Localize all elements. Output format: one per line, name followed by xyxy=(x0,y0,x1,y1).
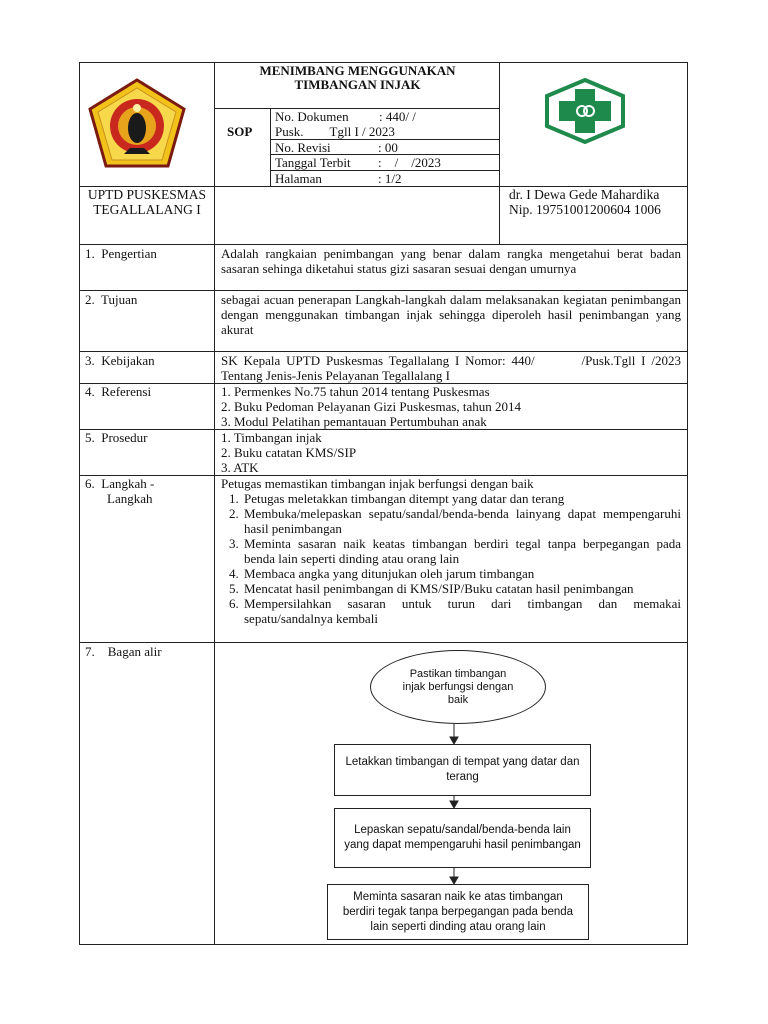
section-label-pengertian: 1. Pengertian xyxy=(85,246,157,261)
section-label-langkah-line2: Langkah xyxy=(107,491,153,506)
referensi-item: 2. Buku Pedoman Pelayanan Gizi Puskesmas, tahun 2014 xyxy=(221,399,522,414)
referensi-list xyxy=(221,384,681,429)
info-value-tanggal: : / /2023 xyxy=(378,155,441,170)
info-value-revisi: : 00 xyxy=(378,140,398,155)
section-line xyxy=(79,244,688,245)
section-text-pengertian: Adalah rangkaian penimbangan yang benar dalam rangka mengetahui berat badan sasaran sehinga diketahui status gizi sasaran sesuai dengan umurnya xyxy=(221,246,681,276)
section-label-bagan-alir: 7. Bagan alir xyxy=(85,644,162,659)
langkah-content xyxy=(221,476,681,626)
flow-step-text: Lepaskan sepatu/sandal/benda-benda lain yang dapat mempengaruhi hasil penimbangan xyxy=(344,824,581,851)
document-title: MENIMBANG MENGGUNAKAN TIMBANGAN INJAK xyxy=(259,63,456,92)
flow-start-ellipse xyxy=(370,650,546,724)
langkah-step: 1. Petugas meletakkan timbangan ditempt yang datar dan terang xyxy=(242,491,681,506)
section-label-referensi: 4. Referensi xyxy=(85,384,152,399)
sop-info-divider xyxy=(270,108,271,186)
info-label-tanggal: Tanggal Terbit xyxy=(275,155,351,170)
langkah-intro: Petugas memastikan timbangan injak berfungsi dengan baik xyxy=(221,476,534,491)
sop-label: SOP xyxy=(227,124,253,139)
label-column-divider xyxy=(214,62,215,945)
signatory-nip: Nip. 19751001200604 1006 xyxy=(509,202,661,217)
section-label-kebijakan: 3. Kebijakan xyxy=(85,353,155,368)
section-line xyxy=(79,290,688,291)
prosedur-item: 3. ATK xyxy=(221,460,259,475)
prosedur-item: 1. Timbangan injak xyxy=(221,430,322,445)
langkah-step: 2. Membuka/melepaskan sepatu/sandal/benda-benda lainyang dapat mempengaruhi hasil penimbangan xyxy=(242,506,681,536)
info-label-halaman: Halaman xyxy=(275,171,322,186)
flow-step-text: Pastikan timbangan injak berfungsi dengan baik xyxy=(402,667,514,706)
flow-step-box xyxy=(327,884,589,940)
referensi-item: 1. Permenkes No.75 tahun 2014 tentang Puskesmas xyxy=(221,384,490,399)
org-name: UPTD PUSKESMAS TEGALLALANG I xyxy=(87,187,207,217)
flow-step-text: Letakkan timbangan di tempat yang datar dan terang xyxy=(345,756,580,783)
regional-crest-logo xyxy=(84,76,190,172)
section-label-tujuan: 2. Tujuan xyxy=(85,292,138,307)
referensi-item: 3. Modul Pelatihan pemantauan Pertumbuhan anak xyxy=(221,414,487,429)
info-value-dokumen: : 440/ / Pusk. Tgll I / 2023 xyxy=(275,109,416,139)
langkah-step: 4. Membaca angka yang ditunjukan oleh jarum timbangan xyxy=(242,566,681,581)
section-text-tujuan: sebagai acuan penerapan Langkah-langkah dalam melaksanakan kegiatan penimbangan dengan menggunakan timbangan injak sehingga diperoleh hasil penimbangan yang akurat xyxy=(221,292,681,337)
puskesmas-logo xyxy=(545,78,625,144)
info-label-revisi: No. Revisi xyxy=(275,140,331,155)
langkah-step: 3. Meminta sasaran naik keatas timbangan berdiri tegal tanpa berpegangan pada benda lain seperti dinding atau orang lain xyxy=(242,536,681,566)
flow-step-text: Meminta sasaran naik ke atas timbangan berdiri tegak tanpa berpegangan pada benda lain seperti dinding atau orang lain xyxy=(342,890,574,933)
section-text-kebijakan: SK Kepala UPTD Puskesmas Tegallalang I Nomor: 440/ /Pusk.Tgll I /2023 Tentang Jenis-Jenis Pelayanan Tegallalang I xyxy=(221,353,685,383)
section-label-prosedur: 5. Prosedur xyxy=(85,430,148,445)
info-value-halaman: : 1/2 xyxy=(378,171,402,186)
flow-step-box xyxy=(334,808,591,868)
section-label-langkah: 6. Langkah - xyxy=(85,476,155,491)
langkah-steps xyxy=(221,491,681,626)
signatory-name: dr. I Dewa Gede Mahardika xyxy=(509,187,660,202)
langkah-step: 6. Mempersilahkan sasaran untuk turun dari timbangan dan memakai sepatu/sandalnya kembali xyxy=(242,596,681,626)
info-label-dokumen: No. Dokumen xyxy=(275,109,349,124)
section-line xyxy=(79,642,688,643)
section-line xyxy=(79,351,688,352)
langkah-step: 5. Mencatat hasil penimbangan di KMS/SIP/Buku catatan hasil penimbangan xyxy=(242,581,681,596)
header-right-divider xyxy=(499,62,500,244)
flow-step-box xyxy=(334,744,591,796)
prosedur-list xyxy=(221,430,681,475)
prosedur-item: 2. Buku catatan KMS/SIP xyxy=(221,445,357,460)
